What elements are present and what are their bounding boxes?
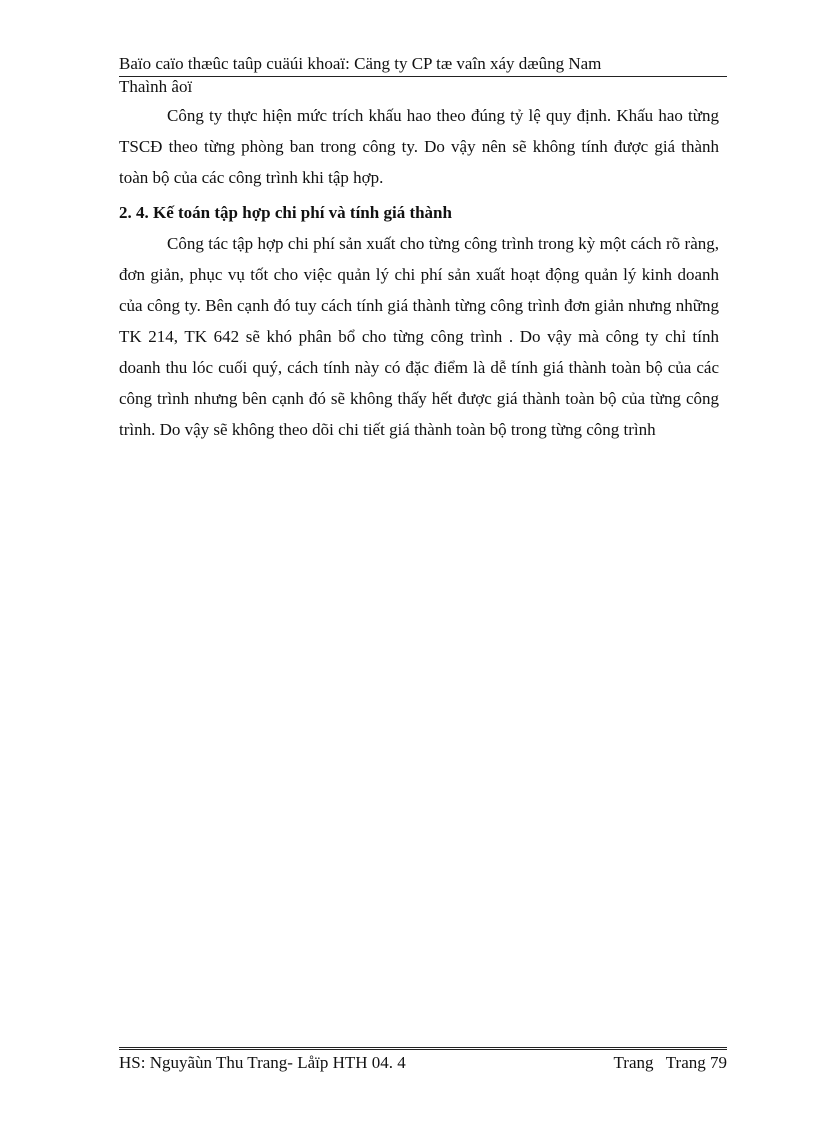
body-paragraph-2: Công tác tập hợp chi phí sản xuất cho từng công trình trong kỳ một cách rõ ràng, đơn giản, phục vụ tốt cho việc quản lý chi phí sản xuất hoạt động quản lý kinh doanh của công ty. Bên cạnh đó tuy cách tính giá thành từng công trình đơn giản nhưng những TK 214, TK 642 sẽ khó phân bổ cho từng công trình . Do vậy mà công ty chỉ tính doanh thu lóc cuối quý, cách tính này có đặc điểm là dễ tính giá thành toàn bộ của các công trình nhưng bên cạnh đó sẽ không thấy hết được giá thành toàn bộ của từng công trình. Do vậy sẽ không theo dõi chi tiết giá thành toàn bộ trong từng công trình xyxy=(119,234,719,439)
page-header xyxy=(119,52,727,99)
header-title-continued: Thaình âoï xyxy=(119,77,193,96)
footer-page-word: Trang xyxy=(613,1053,654,1072)
footer-divider xyxy=(119,1047,727,1050)
footer-page-info xyxy=(606,1051,728,1075)
body-paragraph-1: Công ty thực hiện mức trích khấu hao theo đúng tỷ lệ quy định. Khấu hao từng TSCĐ theo từng phòng ban trong công ty. Do vậy nên sẽ không tính được giá thành toàn bộ của các công trình khi tập hợp. xyxy=(119,106,719,187)
section-heading: 2. 4. Kế toán tập hợp chi phí và tính giá thành xyxy=(119,203,452,222)
header-title: Baïo caïo thæûc taûp cuäúi khoaï: Cäng ty CP tæ vaîn xáy dæûng Nam xyxy=(119,52,727,77)
page-content xyxy=(119,100,719,445)
footer-student-info: HS: Nguyãùn Thu Trang- Låïp HTH 04. 4 xyxy=(119,1053,406,1072)
page-footer xyxy=(119,1047,727,1075)
footer-page-number: Trang 79 xyxy=(665,1053,727,1072)
